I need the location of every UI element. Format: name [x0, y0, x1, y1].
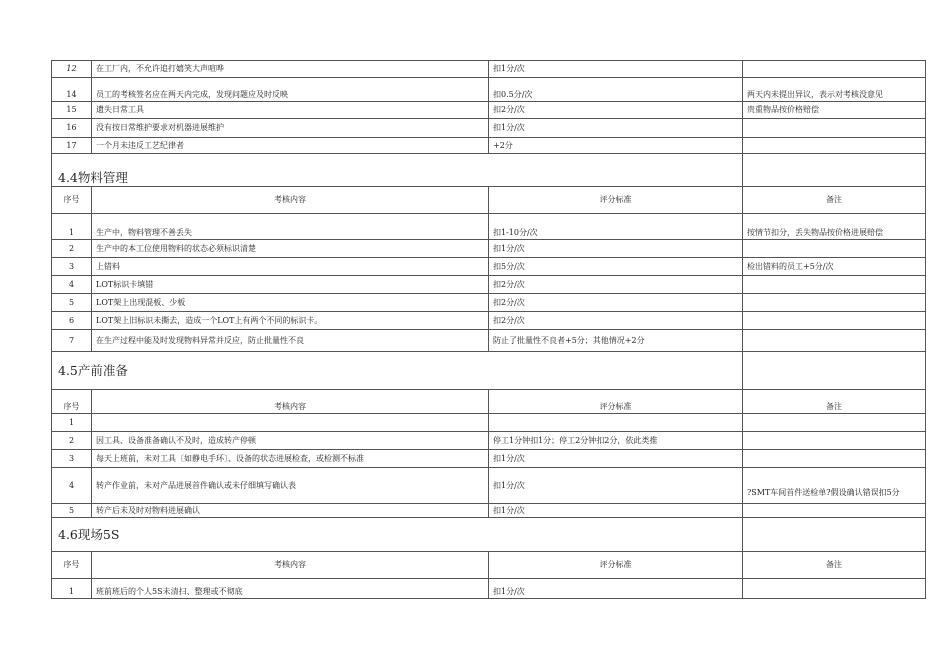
table-row — [52, 330, 926, 352]
row-note — [743, 432, 926, 450]
header-content: 考核内容 — [92, 187, 489, 214]
section-title: 4.6现场5S — [52, 518, 743, 552]
row-standard: 扣2分/次 — [489, 276, 743, 294]
table-row — [52, 138, 926, 154]
row-content: 生产中，物料管理不善丢失 — [92, 214, 489, 240]
row-standard: 防止了批量性不良者+5分；其他情况+2分 — [489, 330, 743, 352]
row-standard: 扣1分/次 — [489, 468, 743, 504]
table-row — [52, 468, 926, 504]
section-title-row — [52, 154, 926, 187]
header-content: 考核内容 — [92, 390, 489, 414]
table-header-row — [52, 187, 926, 214]
header-standard: 评分标准 — [489, 390, 743, 414]
row-content: 每天上班前，未对工具〔如静电手环〕、设备的状态进展检查，或检测不标准 — [92, 450, 489, 468]
row-number: 3 — [52, 258, 92, 276]
row-note — [743, 504, 926, 518]
row-content — [92, 414, 489, 432]
table-header-row — [52, 390, 926, 414]
row-number: 3 — [52, 450, 92, 468]
row-note — [743, 138, 926, 154]
assessment-table — [51, 60, 926, 599]
header-note: 备注 — [743, 390, 926, 414]
table-row — [52, 240, 926, 258]
row-standard: 扣1分/次 — [489, 119, 743, 138]
row-content: 转产后未及时对物料进展确认 — [92, 504, 489, 518]
table-row — [52, 450, 926, 468]
table-row — [52, 258, 926, 276]
row-standard: 扣1分/次 — [489, 579, 743, 599]
section-title: 4.5产前准备 — [52, 352, 743, 390]
row-note: 贵重物品按价格赔偿 — [743, 102, 926, 119]
row-content: LOT架上旧标识未撕去，造成一个LOT上有两个不同的标识卡。 — [92, 312, 489, 330]
row-content: 遗失日常工具 — [92, 102, 489, 119]
row-standard: 扣1分/次 — [489, 61, 743, 78]
row-note — [743, 414, 926, 432]
row-content: LOT标识卡填错 — [92, 276, 489, 294]
row-number: 7 — [52, 330, 92, 352]
row-standard: 扣5分/次 — [489, 258, 743, 276]
table-row — [52, 504, 926, 518]
row-content: 转产作业前，未对产品进展首件确认或未仔细填写确认表 — [92, 468, 489, 504]
row-note: 检出错料的员工+5分/次 — [743, 258, 926, 276]
row-standard: 扣1分/次 — [489, 504, 743, 518]
row-content: 在生产过程中能及时发现物料异常并反应，防止批量性不良 — [92, 330, 489, 352]
row-note — [743, 312, 926, 330]
row-number: 1 — [52, 214, 92, 240]
row-number: 4 — [52, 276, 92, 294]
row-content: LOT架上出现混板、少板 — [92, 294, 489, 312]
row-note: 两天内未提出异议，表示对考核没意见 — [743, 78, 926, 102]
row-standard: 停工1分钟扣1分；停工2分钟扣2分，依此类推 — [489, 432, 743, 450]
table-row — [52, 119, 926, 138]
row-note — [743, 119, 926, 138]
table-row — [52, 414, 926, 432]
row-note — [743, 450, 926, 468]
table-header-row — [52, 552, 926, 579]
row-note — [743, 240, 926, 258]
row-note — [743, 579, 926, 599]
row-standard: 扣1-10分/次 — [489, 214, 743, 240]
row-content: 因工具、设备准备确认不及时，造成转产停顿 — [92, 432, 489, 450]
row-number: 1 — [52, 579, 92, 599]
row-note — [743, 294, 926, 312]
row-content: 班前班后的个人5S未清扫、整理或不彻底 — [92, 579, 489, 599]
row-content: 没有按日常维护要求对机器进展维护 — [92, 119, 489, 138]
header-standard: 评分标准 — [489, 552, 743, 579]
row-content: 一个月未违反工艺纪律者 — [92, 138, 489, 154]
row-number: 5 — [52, 504, 92, 518]
row-standard: +2分 — [489, 138, 743, 154]
header-standard: 评分标准 — [489, 187, 743, 214]
table-row — [52, 276, 926, 294]
header-note: 备注 — [743, 187, 926, 214]
row-note — [743, 61, 926, 78]
row-number: 14 — [52, 78, 92, 102]
header-note: 备注 — [743, 552, 926, 579]
row-number: 17 — [52, 138, 92, 154]
row-number: 2 — [52, 240, 92, 258]
row-standard: 扣1分/次 — [489, 450, 743, 468]
row-content: 上错料 — [92, 258, 489, 276]
row-content: 在工厂内，不允许追打嬉笑大声喧哗 — [92, 61, 489, 78]
section-title: 4.4物料管理 — [52, 154, 743, 187]
table-row — [52, 294, 926, 312]
row-note: ?SMT车间首件送检单?假设确认错误扣5分 — [743, 468, 926, 504]
table-row — [52, 432, 926, 450]
header-content: 考核内容 — [92, 552, 489, 579]
row-content: 生产中的本工位使用物料的状态必须标识清楚 — [92, 240, 489, 258]
header-no: 序号 — [52, 187, 92, 214]
row-standard: 扣2分/次 — [489, 102, 743, 119]
row-note: 按情节扣分，丢失物品按价格进展赔偿 — [743, 214, 926, 240]
header-no: 序号 — [52, 552, 92, 579]
table-row — [52, 214, 926, 240]
row-number: 5 — [52, 294, 92, 312]
row-number: 15 — [52, 102, 92, 119]
table-row — [52, 102, 926, 119]
table-row — [52, 78, 926, 102]
row-number: 4 — [52, 468, 92, 504]
row-standard: 扣1分/次 — [489, 240, 743, 258]
row-number: 16 — [52, 119, 92, 138]
row-content: 员工的考核签名应在两天内完成，发现问题应及时反映 — [92, 78, 489, 102]
row-number: 12 — [52, 61, 92, 78]
table-row — [52, 312, 926, 330]
row-standard: 扣2分/次 — [489, 312, 743, 330]
row-number: 2 — [52, 432, 92, 450]
row-standard: 扣2分/次 — [489, 294, 743, 312]
row-note — [743, 330, 926, 352]
row-number: 1 — [52, 414, 92, 432]
row-note — [743, 276, 926, 294]
header-no: 序号 — [52, 390, 92, 414]
table-row — [52, 61, 926, 78]
row-number: 6 — [52, 312, 92, 330]
table-row — [52, 579, 926, 599]
row-standard: 扣0.5分/次 — [489, 78, 743, 102]
row-standard — [489, 414, 743, 432]
section-title-row — [52, 518, 926, 552]
section-title-row — [52, 352, 926, 390]
